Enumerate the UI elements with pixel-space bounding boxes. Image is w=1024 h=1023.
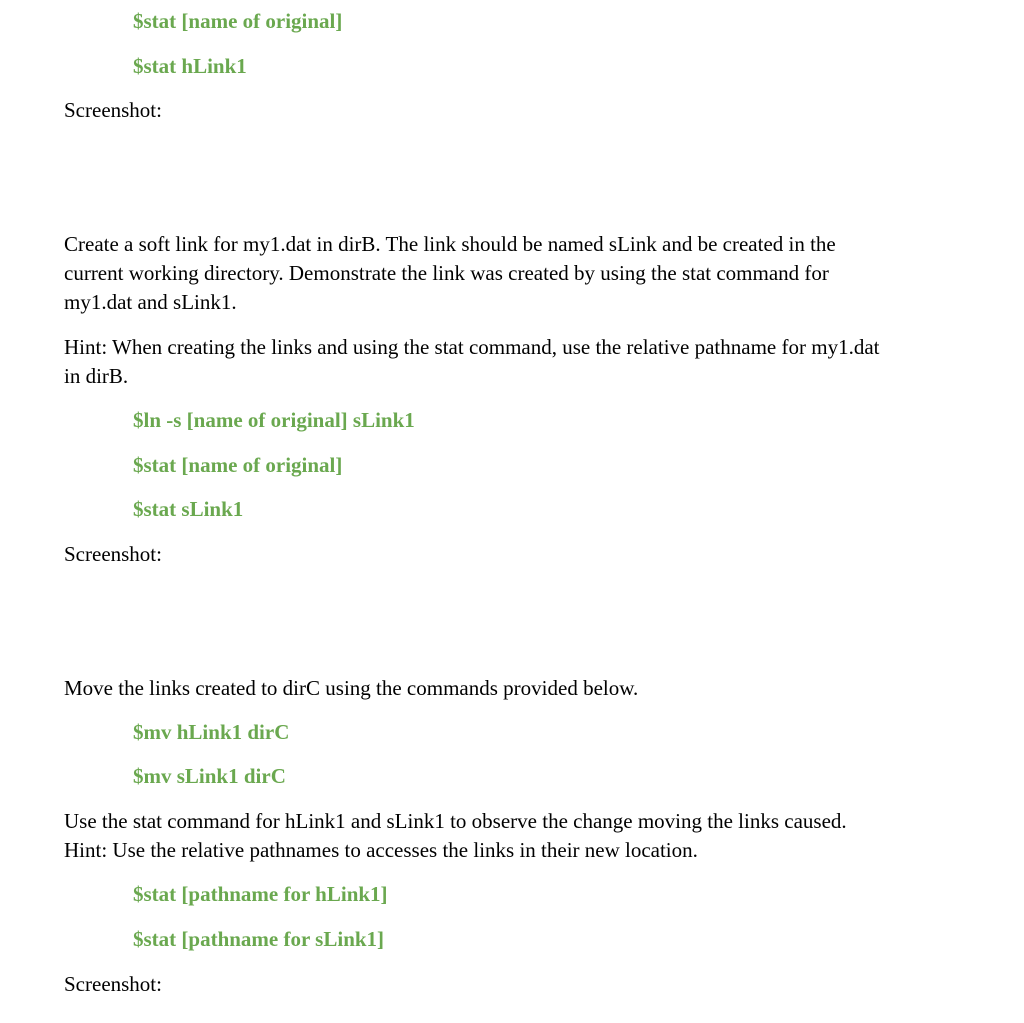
hint-line: Hint: Use the relative pathnames to accesses the links in their new location. (64, 838, 698, 862)
instruction-line: my1.dat and sLink1. (64, 290, 237, 314)
command-stat-hlink1-path: $stat [pathname for hLink1] (133, 882, 388, 906)
instruction-line: current working directory. Demonstrate the link was created by using the stat command for (64, 261, 829, 285)
screenshot-label: Screenshot: (64, 98, 162, 122)
observe-line: Use the stat command for hLink1 and sLink1 to observe the change moving the links caused. (64, 809, 847, 833)
command-stat-original: $stat [name of original] (133, 9, 343, 33)
screenshot-label: Screenshot: (64, 972, 162, 996)
command-ln-softlink: $ln -s [name of original] sLink1 (133, 408, 415, 432)
command-mv-hlink1: $mv hLink1 dirC (133, 720, 290, 744)
instruction-line: Create a soft link for my1.dat in dirB. The link should be named sLink and be created in the (64, 232, 836, 256)
command-stat-slink1-path: $stat [pathname for sLink1] (133, 927, 385, 951)
instruction-line: Move the links created to dirC using the commands provided below. (64, 676, 639, 700)
command-stat-hlink1: $stat hLink1 (133, 54, 247, 78)
hint-line: Hint: When creating the links and using the stat command, use the relative pathname for my1.dat (64, 335, 880, 359)
hint-line: in dirB. (64, 364, 129, 388)
screenshot-label: Screenshot: (64, 542, 162, 566)
command-mv-slink1: $mv sLink1 dirC (133, 764, 286, 788)
command-stat-slink1: $stat sLink1 (133, 497, 244, 521)
command-stat-original: $stat [name of original] (133, 453, 343, 477)
